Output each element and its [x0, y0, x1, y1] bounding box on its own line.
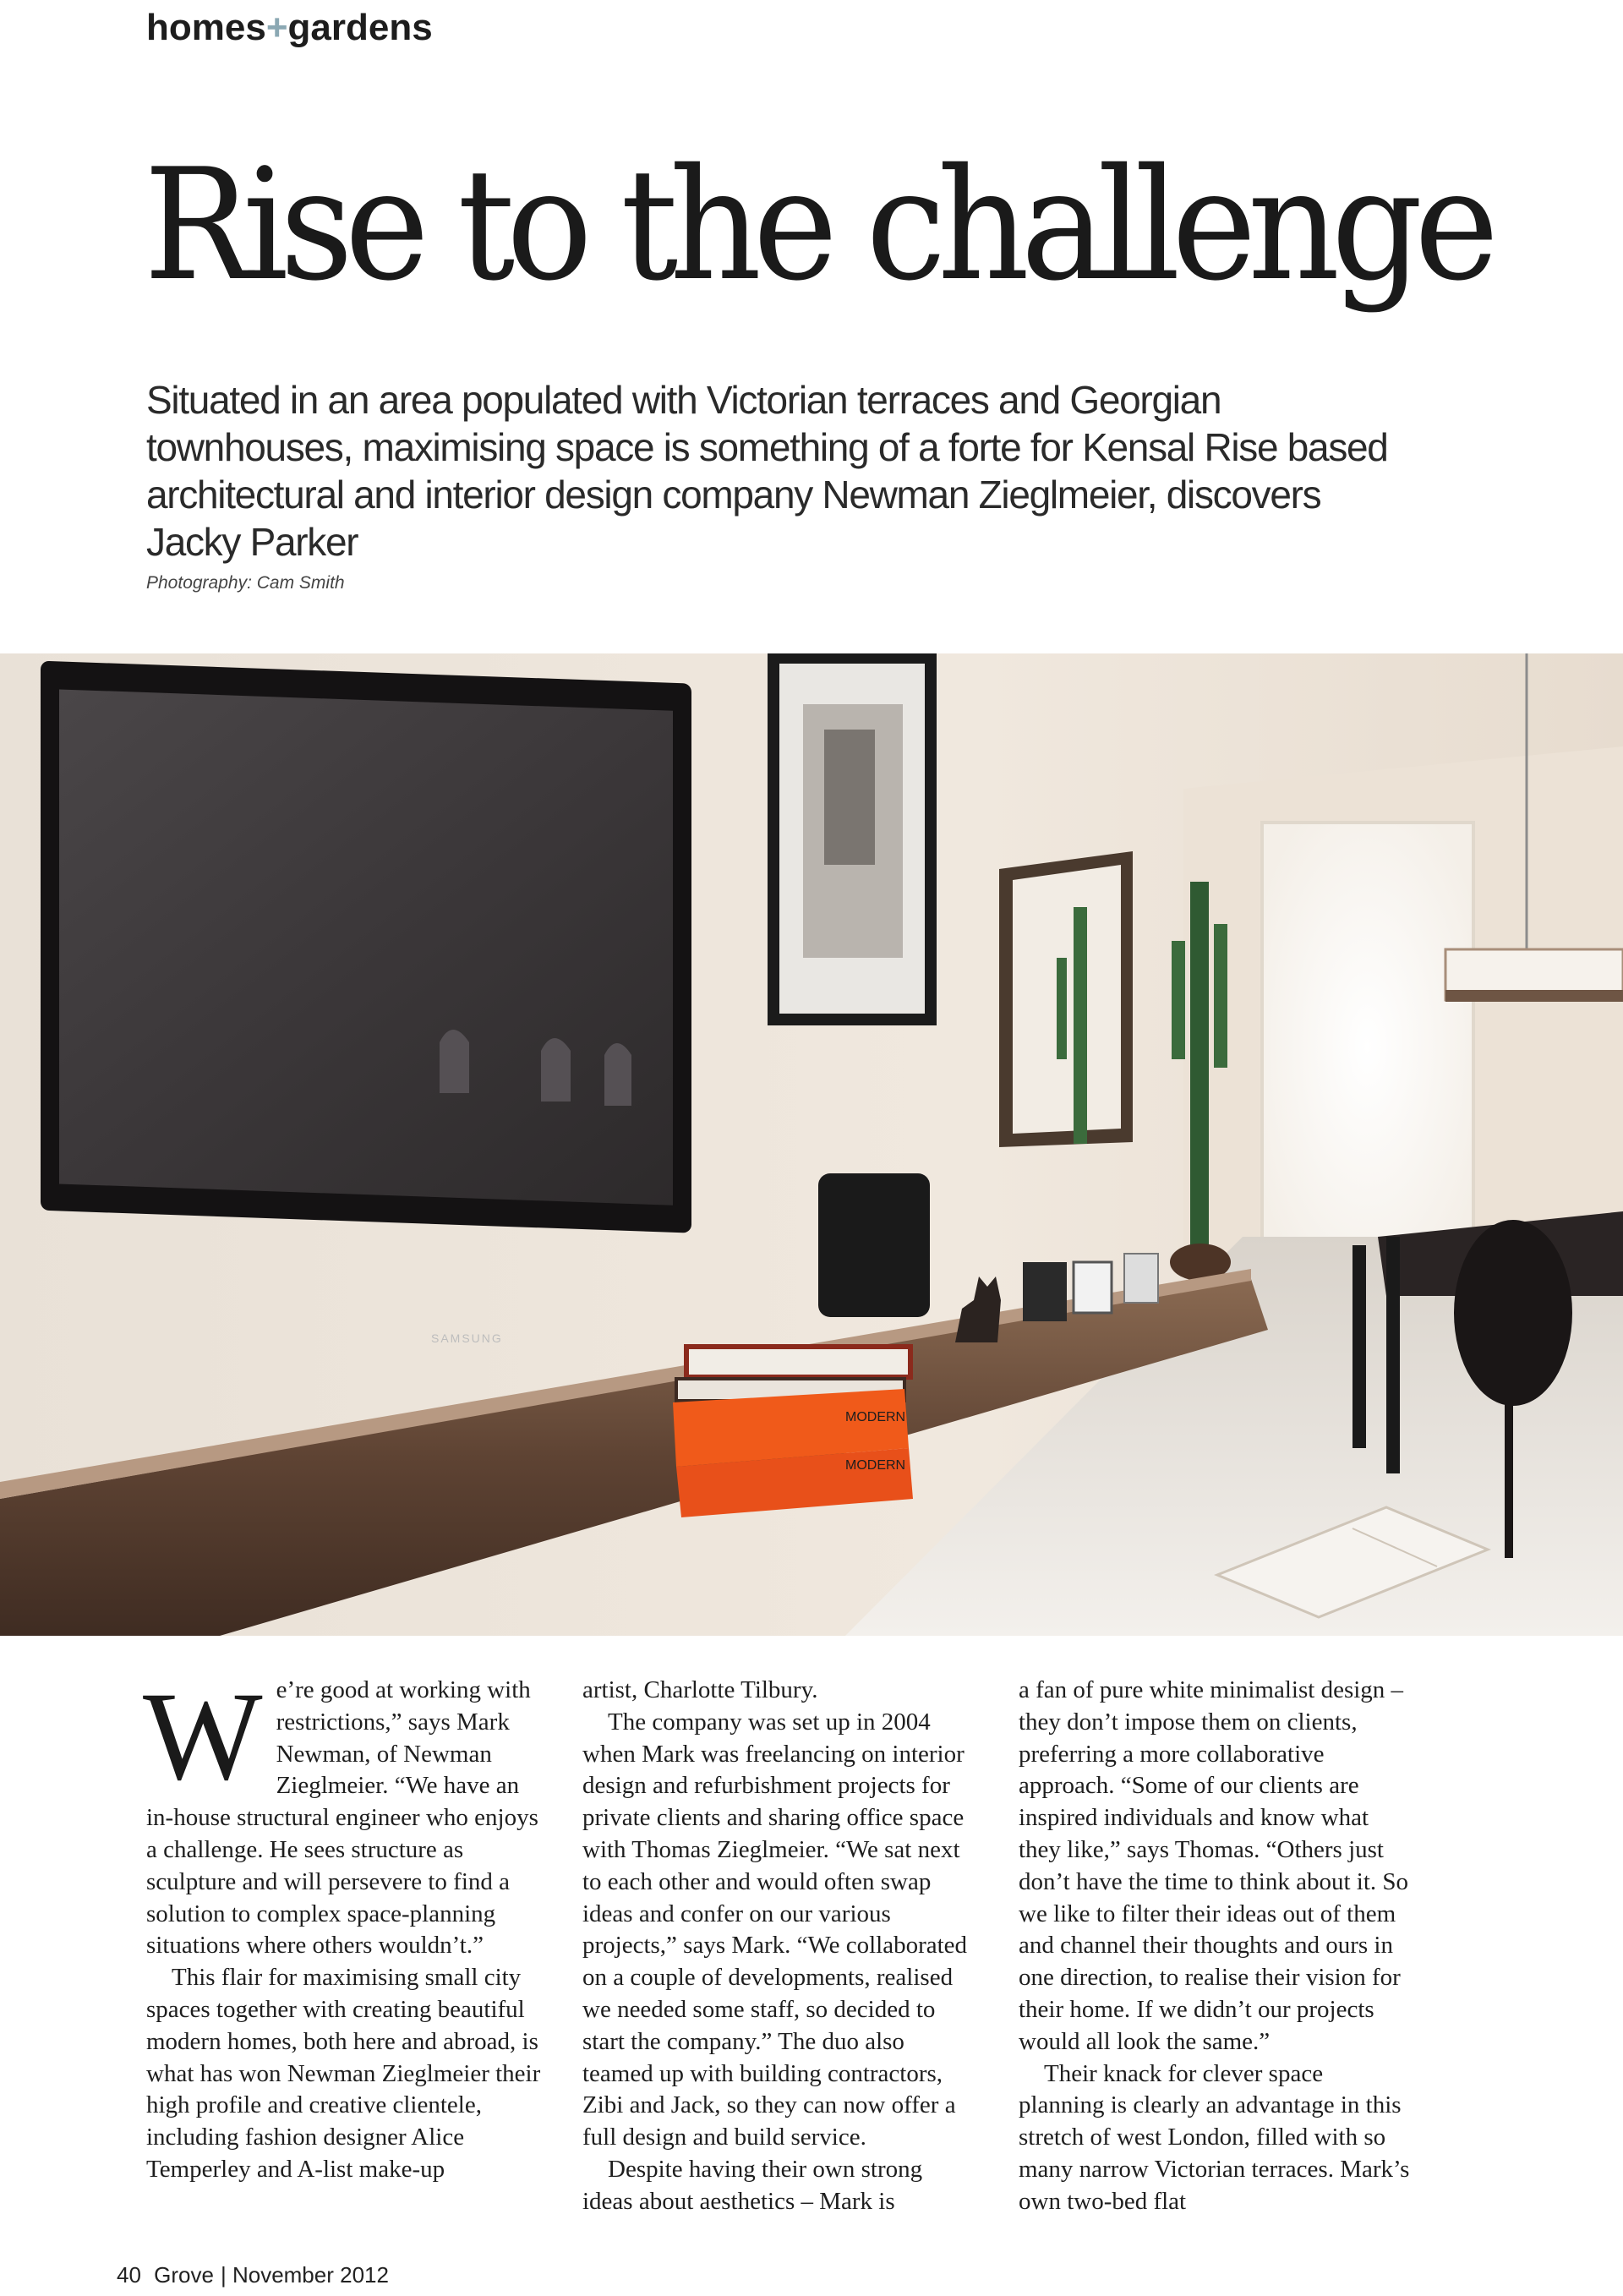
magazine-name: Grove [154, 2262, 214, 2288]
article-body [143, 1666, 1414, 2215]
section-tag-homes: homes [146, 7, 266, 48]
article-column-3 [1019, 1675, 1414, 2215]
paragraph: Their knack for clever space planning is clearly an advantage in this stretch of west London, filled with so many narrow Victorian terraces. Mark’s own two-bed flat [1019, 2059, 1410, 2215]
paragraph: a fan of pure white minimalist design – they don’t impose them on clients, preferring a more collaborative approach. “Some of our clients are inspired individuals and know what they like,” says Thomas. “Others just don’t have the time to think about it. So we like to filter their ideas out of them and channel their thoughts and ours in one direction, to realise their vision for their home. If we didn’t our projects would all look the same.” [1019, 1676, 1408, 2055]
paragraph-text: e’re good at working with restrictions,” says Mark Newman, of Newman Zieglmeier. “We have an in-house structural engineer who enjoys a challenge. He sees structure as sculpture and will persevere to find a solution to complex space-planning situations where others wouldn’t.” [146, 1676, 538, 1960]
page-number: 40 [117, 2262, 141, 2288]
section-tag [146, 7, 433, 49]
page-folio: 40 Grove | November 2012 [117, 2262, 389, 2288]
article-column-1 [143, 1666, 542, 2183]
drop-cap: W [143, 1666, 263, 1807]
section-tag-gardens: gardens [287, 7, 433, 48]
paragraph: The company was set up in 2004 when Mark was freelancing on interior design and refurbishment projects for private clients and sharing office space with Thomas Zieglmeier. “We sat next to each other and would often swap ideas and confer on our various projects,” says Mark. “We collaborated on a couple of developments, realised we needed some staff, so decided to start the company.” The duo also teamed up with building contractors, Zibi and Jack, so they can now offer a full design and build service. [582, 1708, 968, 2151]
hero-photo [0, 653, 1623, 1636]
photo-credit: Photography: Cam Smith [146, 573, 345, 593]
paragraph: This flair for maximising small city spaces together with creating beautiful modern homes, both here and abroad, is what has won Newman Zieglmeier their high profile and creative clientele, including fashion designer Alice Temperley and A-list make-up [146, 1964, 541, 2183]
headline: Rise to the challenge [144, 135, 1490, 314]
section-tag-plus: + [265, 7, 288, 48]
book-spine-2: MODERN [845, 1458, 906, 1473]
article-column-2 [582, 1675, 978, 2215]
paragraph [143, 1666, 542, 1962]
paragraph: artist, Charlotte Tilbury. [582, 1676, 818, 1703]
tv-brand-label: SAMSUNG [431, 1331, 503, 1345]
paragraph: Despite having their own strong ideas about aesthetics – Mark is [582, 2155, 923, 2215]
standfirst: Situated in an area populated with Victorian terraces and Georgian townhouses, maximising space is something of a forte for Kensal Rise based architectural and interior design company Newman Zieglmeier, discovers Jacky Parker [146, 378, 1388, 564]
book-spine-1: MODERN [845, 1410, 906, 1424]
issue-date: November 2012 [232, 2262, 389, 2288]
